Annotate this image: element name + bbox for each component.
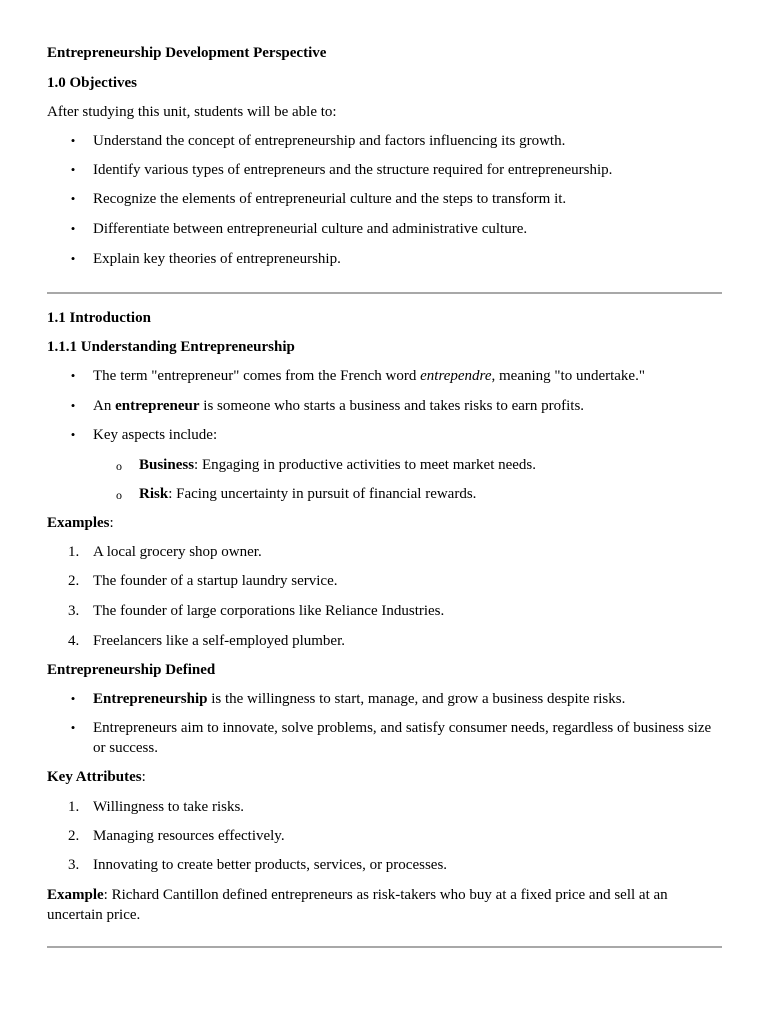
bullet-marker: •: [70, 398, 76, 413]
list-number: 3.: [68, 603, 80, 619]
bullet-marker: •: [70, 191, 76, 206]
sub-bullet-marker: o: [116, 488, 122, 502]
objectives-heading: 1.0 Objectives: [47, 75, 137, 91]
aspect-term: Business: [139, 457, 195, 473]
understanding-subheading: 1.1.1 Understanding Entrepreneurship: [47, 339, 295, 355]
examples-label: [47, 513, 114, 533]
examples-label-colon: :: [109, 515, 114, 531]
term-origin-item: [93, 366, 725, 386]
bullet-marker: •: [70, 133, 76, 148]
example-item: Freelancers like a self-employed plumber.: [93, 633, 345, 649]
term-origin-text: The term "entrepreneur" comes from the French word: [93, 368, 421, 384]
attributes-label: [47, 767, 146, 787]
defined-item: [93, 689, 725, 709]
example-item: The founder of large corporations like Reliance Industries.: [93, 603, 445, 619]
defined-text: is the willingness to start, manage, and grow a business despite risks.: [207, 691, 626, 707]
examples-label-text: Examples: [47, 515, 110, 531]
bullet-marker: •: [70, 251, 76, 266]
aspect-term: Risk: [139, 486, 169, 502]
attributes-label-colon: :: [141, 769, 146, 785]
objective-item: Differentiate between entrepreneurial culture and administrative culture.: [93, 221, 528, 237]
aspect-item-business: [139, 455, 536, 475]
example-text: : Richard Cantillon defined entrepreneurs as risk-takers who buy at a fixed price and sell at an uncertain price.: [47, 887, 668, 923]
list-number: 3.: [68, 857, 80, 873]
list-number: 2.: [68, 573, 80, 589]
bullet-marker: •: [70, 368, 76, 383]
aspect-text: : Engaging in productive activities to meet market needs.: [194, 457, 537, 473]
sub-bullet-marker: o: [116, 459, 122, 473]
attribute-item: Willingness to take risks.: [93, 799, 245, 815]
entrepreneur-definition-item: [93, 396, 725, 416]
bullet-marker: •: [70, 162, 76, 177]
list-number: 1.: [68, 799, 80, 815]
defined-heading: Entrepreneurship Defined: [47, 662, 216, 678]
bullet-marker: •: [70, 720, 76, 735]
closing-example: [47, 885, 727, 925]
bullet-marker: •: [70, 691, 76, 706]
attributes-label-text: Key Attributes: [47, 769, 142, 785]
aspect-text: : Facing uncertainty in pursuit of financial rewards.: [168, 486, 477, 502]
section-divider: [47, 292, 722, 294]
bullet-marker: •: [70, 427, 76, 442]
key-aspects-item: Key aspects include:: [93, 427, 218, 443]
aspect-item-risk: [139, 484, 476, 504]
objectives-intro: After studying this unit, students will be able to:: [47, 104, 337, 120]
example-item: A local grocery shop owner.: [93, 544, 262, 560]
objective-item: Identify various types of entrepreneurs and the structure required for entrepreneurship.: [93, 162, 613, 178]
attribute-item: Managing resources effectively.: [93, 828, 285, 844]
bullet-marker: •: [70, 221, 76, 236]
list-number: 1.: [68, 544, 80, 560]
list-number: 4.: [68, 633, 80, 649]
list-number: 2.: [68, 828, 80, 844]
attribute-item: Innovating to create better products, services, or processes.: [93, 857, 448, 873]
entrepreneur-term: entrepreneur: [115, 398, 200, 414]
introduction-heading: 1.1 Introduction: [47, 310, 151, 326]
defined-item-aim: Entrepreneurs aim to innovate, solve problems, and satisfy consumer needs, regardless of business size or success.: [93, 720, 712, 756]
section-divider: [47, 946, 722, 948]
term-meaning-text: , meaning "to undertake.": [491, 368, 645, 384]
objective-item: Recognize the elements of entrepreneurial culture and the steps to transform it.: [93, 191, 567, 207]
french-word: entrependre: [420, 368, 492, 384]
entrepreneurship-term: Entrepreneurship: [93, 691, 208, 707]
definition-lead: An: [93, 398, 116, 414]
document-title: Entrepreneurship Development Perspective: [47, 45, 327, 61]
objective-item: Explain key theories of entrepreneurship.: [93, 251, 341, 267]
example-label: Example: [47, 887, 104, 903]
objective-item: Understand the concept of entrepreneurship and factors influencing its growth.: [93, 133, 566, 149]
example-item: The founder of a startup laundry service.: [93, 573, 338, 589]
definition-text: is someone who starts a business and takes risks to earn profits.: [199, 398, 585, 414]
